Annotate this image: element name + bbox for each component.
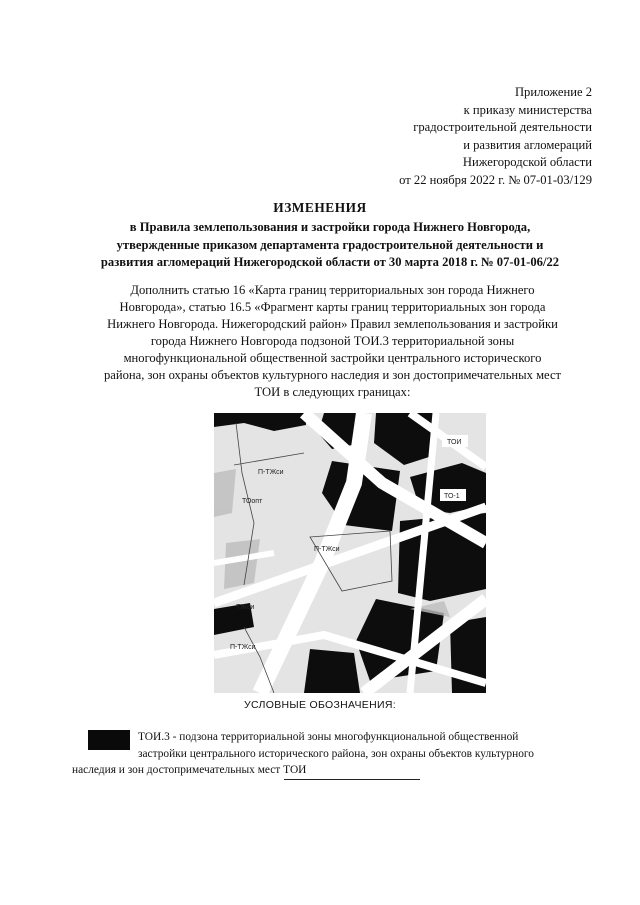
body-line: многофункциональной общественной застройки центрального исторического [123, 351, 542, 365]
annex-line: градостроительной деятельности [413, 120, 592, 135]
closing-rule [284, 779, 420, 780]
body-line: Нижнего Новгорода. Нижегородский район» Правил землепользования и застройки [107, 317, 558, 331]
zone-label-ptzhsi: П-ТЖси [258, 469, 284, 476]
annex-line: к приказу министерства [463, 102, 592, 117]
legend-line: ТОИ.3 - подзона территориальной зоны многофункциональной общественной [138, 731, 519, 743]
legend-line: наследия и зон достопримечательных мест ТОИ [72, 764, 307, 776]
zone-block [304, 649, 360, 693]
body-line: района, зон охраны объектов культурного наследия и зон достопримечательных мест [103, 368, 562, 382]
annex-line: Нижегородской области [462, 155, 592, 170]
legend-title: УСЛОВНЫЕ ОБОЗНАЧЕНИЯ: [244, 699, 396, 711]
zone-map-svg [214, 413, 486, 693]
body-line: Дополнить статью 16 «Карта границ территориальных зон города Нижнего [130, 283, 535, 297]
legend-line: застройки центрального исторического района, зон охраны объектов культурного [138, 747, 534, 760]
annex-line: от 22 ноября 2022 г. № 07-01-03/129 [399, 172, 592, 187]
subtitle-line: развития агломераций Нижегородской области от 30 марта 2018 г. № 07-01-06/22 [100, 255, 560, 270]
zone-label-tzhsi: ТЖси [236, 604, 255, 611]
annex-line: Приложение 2 [514, 85, 592, 99]
legend-description [72, 729, 604, 779]
zone-label-toopt: ТОопт [242, 498, 263, 505]
zone-label-toi: ТОИ [447, 439, 462, 446]
body-line: города Нижнего Новгорода подзоной ТОИ.3 территориальной зоны [150, 334, 515, 348]
zone-label-ptzhsi-bot: П-ТЖси [230, 644, 256, 651]
body-line: ТОИ в следующих границах: [254, 385, 411, 399]
annex-header [399, 84, 592, 190]
zone-map [214, 413, 486, 693]
subtitle-line: утвержденные приказом департамента градостроительной деятельности и [116, 237, 544, 252]
zone-label-to1: ТО-1 [444, 493, 460, 500]
body-paragraph [60, 282, 605, 401]
zone-label-ptzhsi-mid: П-ТЖси [314, 546, 340, 553]
annex-line: и развития агломераций [463, 137, 592, 152]
document-title: ИЗМЕНЕНИЯ [273, 200, 367, 215]
document-subtitle [40, 219, 620, 272]
subtitle-line: в Правила землепользования и застройки города Нижнего Новгорода, [129, 220, 531, 234]
body-line: Новгорода», статью 16.5 «Фрагмент карты границ территориальных зон города [119, 300, 546, 314]
